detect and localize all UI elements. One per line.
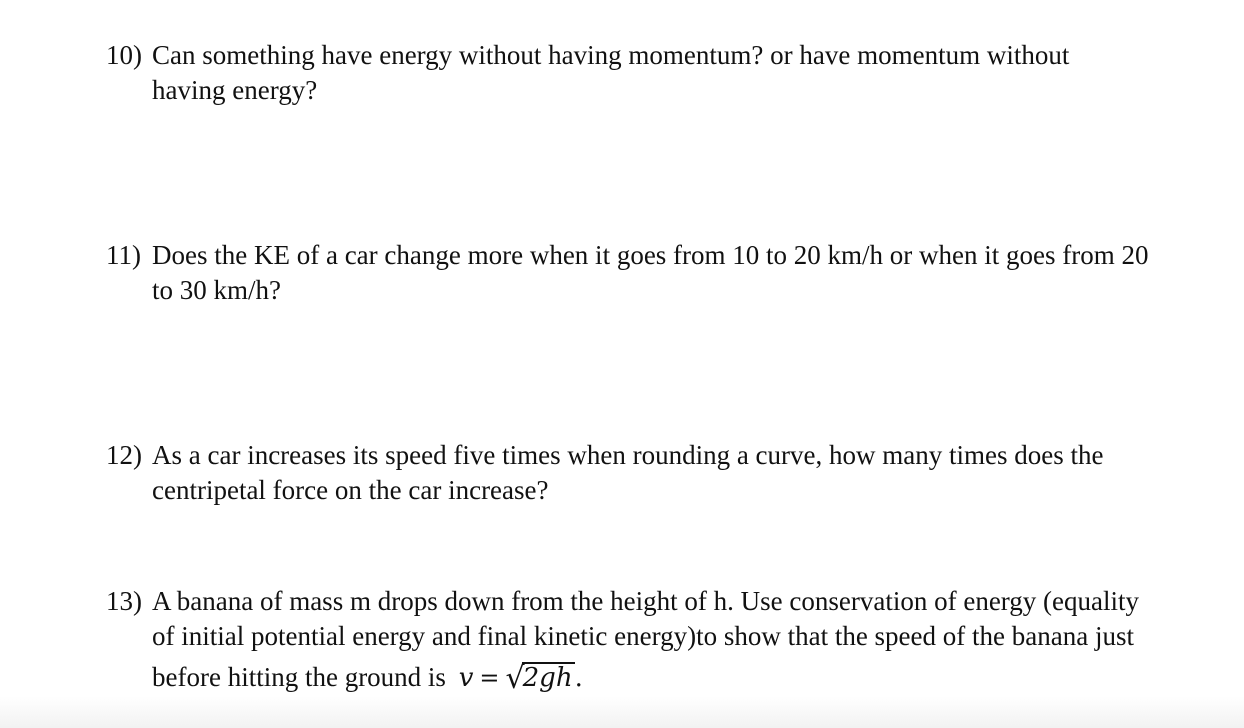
question-text-line: Does the KE of a car change more when it goes from 10 to 20 km/h or when it goes from 20	[152, 240, 1149, 270]
question-text-line: before hitting the ground is	[152, 662, 446, 692]
question-text-line-with-formula	[152, 660, 583, 696]
formula-radicand: 2gh	[522, 663, 573, 693]
question-number: 10)	[106, 40, 142, 70]
bottom-shade	[0, 696, 1244, 728]
question-text-line: centripetal force on the car increase?	[152, 475, 549, 505]
question-number: 12)	[106, 440, 142, 470]
question-number: 13)	[106, 586, 142, 616]
question-text-line: A banana of mass m drops down from the height of h. Use conservation of energy (equality	[152, 586, 1140, 616]
formula-lhs: v	[458, 663, 474, 693]
radical-sign-icon: √	[505, 661, 525, 696]
question-text-line: to 30 km/h?	[152, 275, 281, 305]
question-text-line: As a car increases its speed five times when rounding a curve, how many times does the	[152, 440, 1104, 470]
formula-operator: =	[479, 664, 500, 692]
question-number: 11)	[106, 240, 141, 270]
question-text-line: having energy?	[152, 75, 318, 105]
question-text-line: Can something have energy without having momentum? or have momentum without	[152, 40, 1070, 70]
square-root	[506, 660, 575, 696]
question-text-line: of initial potential energy and final kinetic energy)to show that the speed of the banana just	[152, 621, 1134, 651]
formula-trailing: .	[574, 663, 583, 693]
